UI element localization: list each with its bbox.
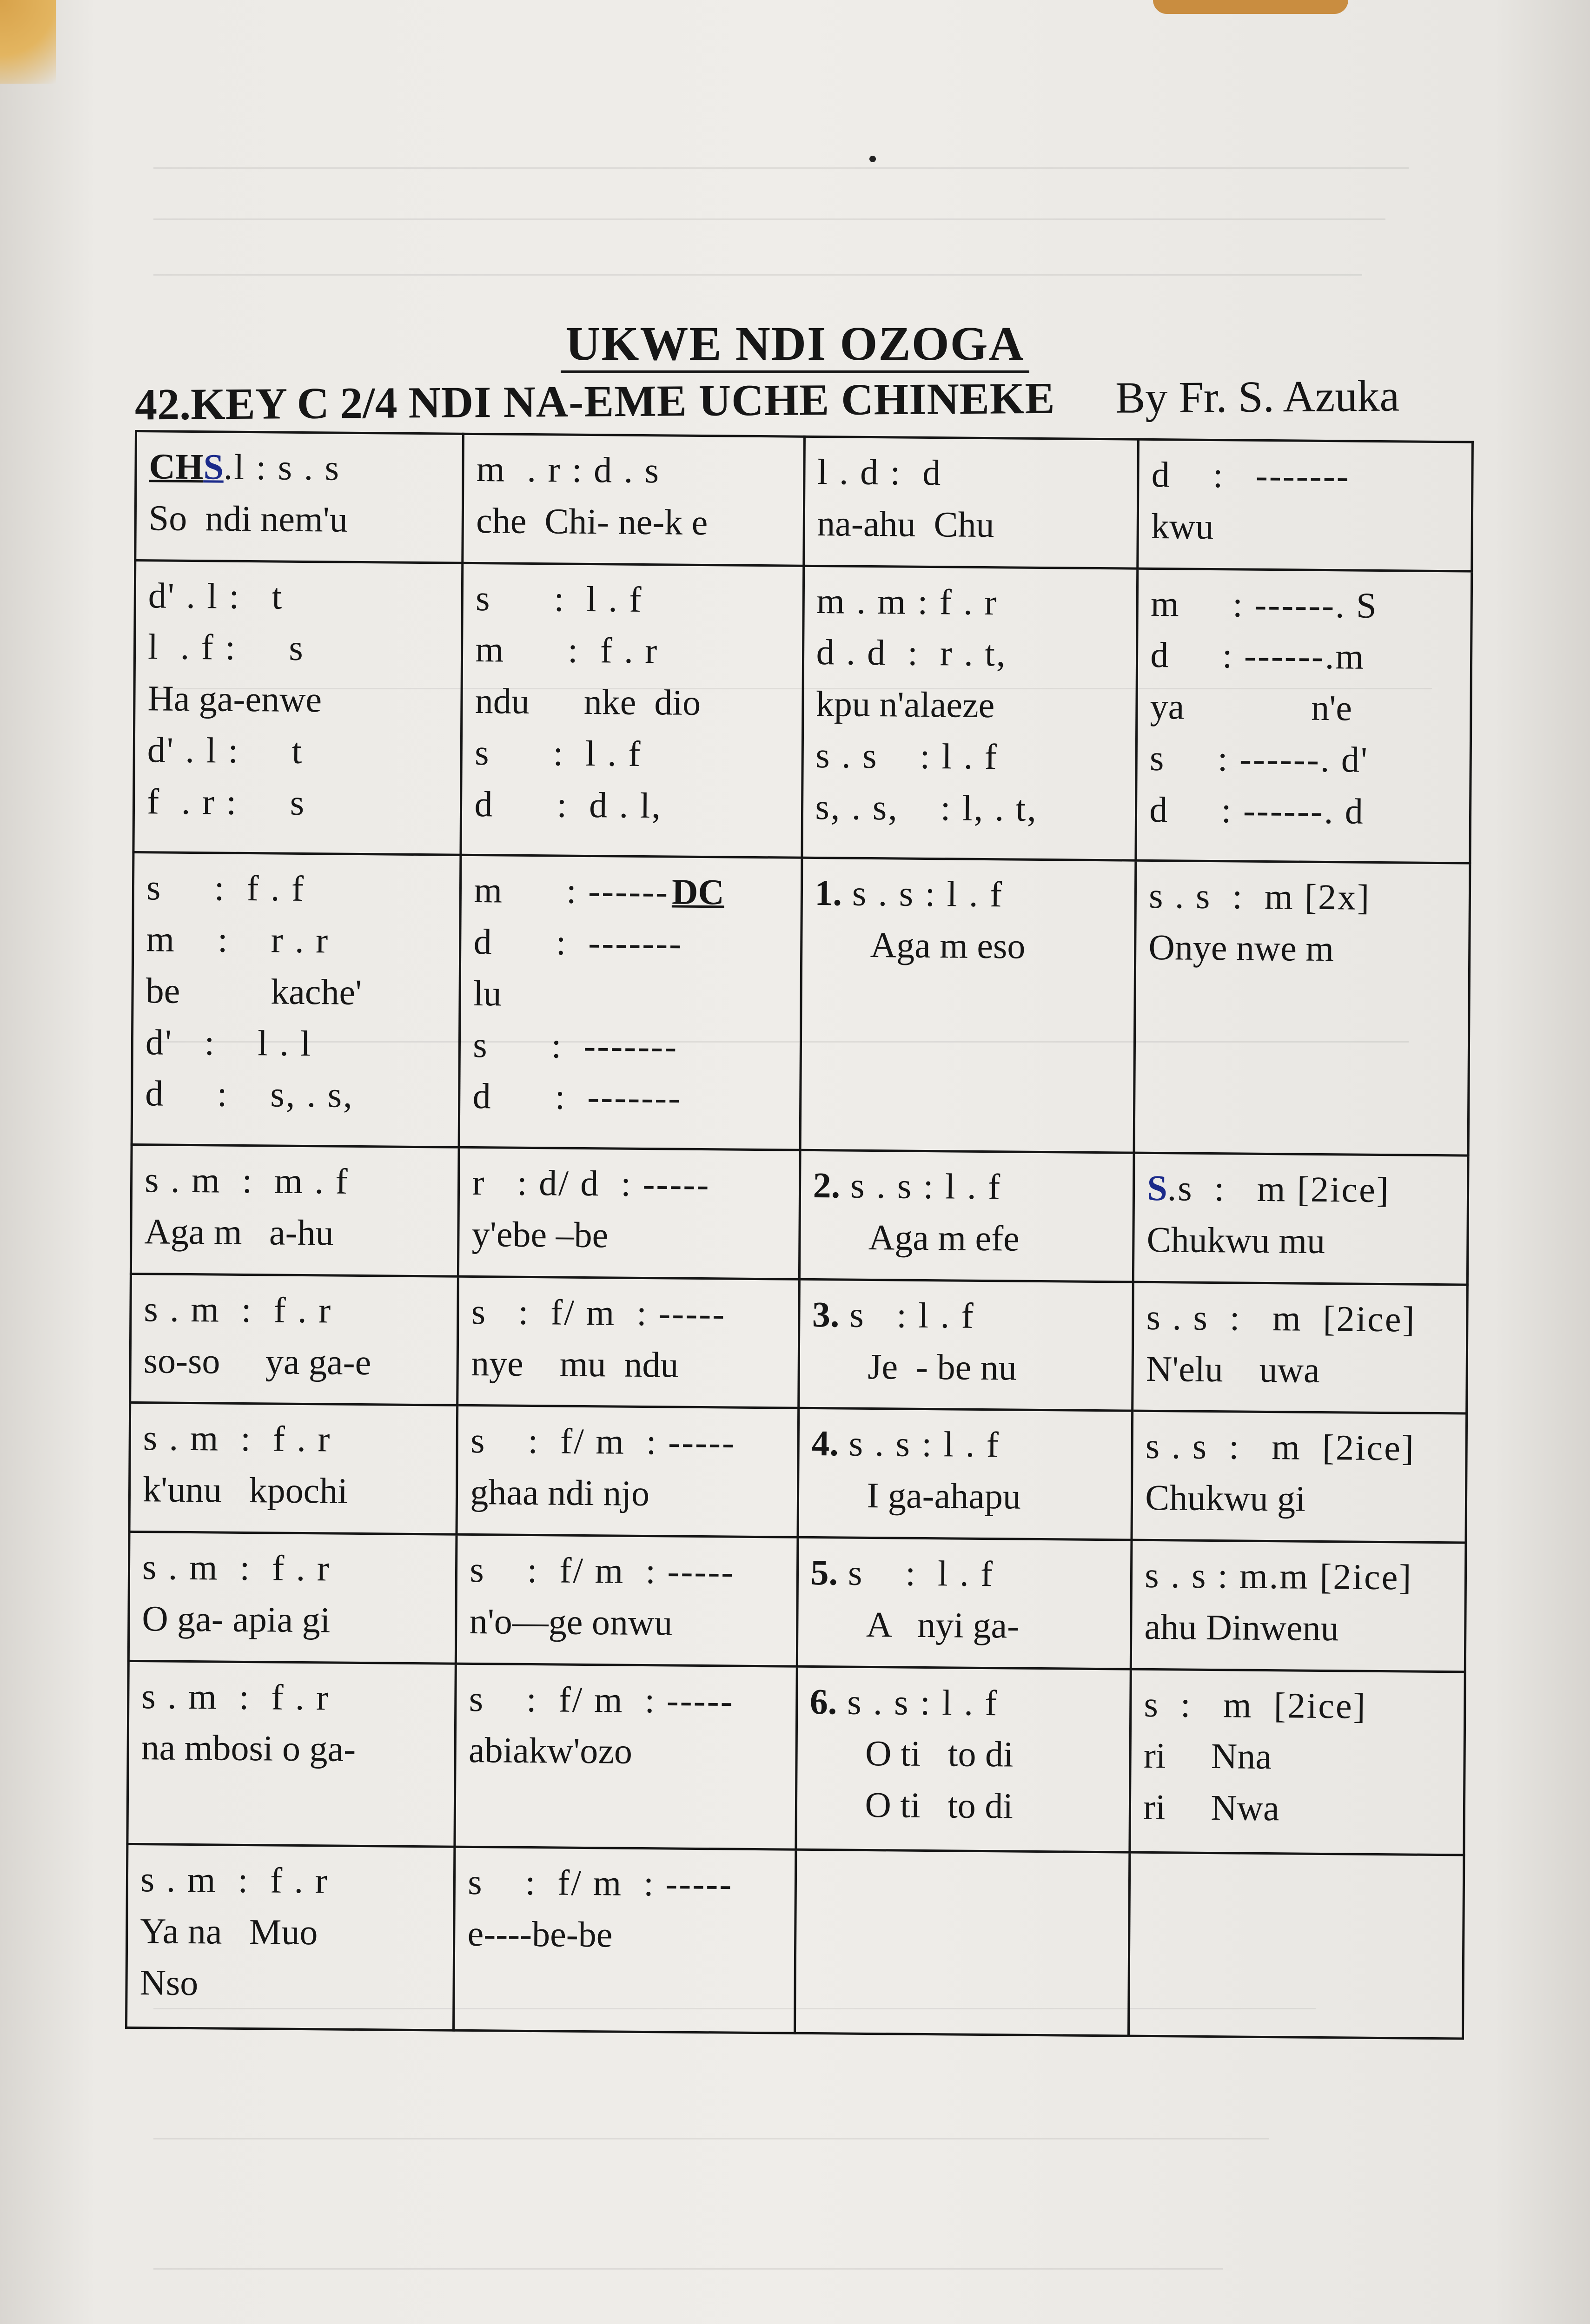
solfa-notes: s : f/ m : ----- [470,1420,736,1463]
solfa-notes: s : m [2ice] [1144,1684,1367,1726]
solfa-notes: d : ------- [473,921,683,964]
verse-line [815,867,1122,921]
lyrics-line: Nso [139,1961,199,2003]
lyrics-line: k'unu kpochi [142,1469,348,1512]
solfa-cell [135,431,464,563]
verse-number: 5. [810,1552,838,1593]
lyrics-line: O ti to di [865,1784,1014,1826]
solfa-cell [1133,1282,1467,1413]
solfa-cell [1134,861,1470,1156]
verse-line [809,1676,1117,1730]
song-author: By Fr. S. Azuka [1115,370,1400,423]
solfa-notes: d : ------- [1151,454,1350,496]
solfa-notes: s : l . f [474,732,642,774]
solfa-notes: s . s : m [2ice] [1145,1426,1416,1469]
solfa-notes: s : ------- [473,1024,678,1067]
page-tab [1153,0,1348,14]
lyrics-line: ndu nke dio [475,680,701,723]
lyrics-line: na mbosi o ga- [141,1727,356,1769]
solfa-notes: s, . s, : l, . t, [815,786,1038,829]
solfa-cell [459,855,802,1150]
verse-number: 6. [809,1681,837,1722]
solfa-cell [795,1849,1130,2036]
solfa-notes: s . s : m.m [2ice] [1145,1554,1413,1598]
solfa-notes: s : l . f [848,1552,994,1594]
lyrics-line: kpu n'alaeze [815,683,995,726]
solfa-notes: s . s : m [2x] [1148,875,1371,918]
solfa-row [129,1403,1467,1543]
solfa-cell [126,1844,455,2031]
da-capo-line [474,865,788,918]
page-title [0,316,1590,371]
solfa-row [131,1145,1468,1285]
solfa-notes: s . s : l . f [815,734,999,777]
lyrics-line: I ga-ahapu [867,1475,1021,1517]
solfa-cell [457,1406,798,1538]
solfa-cell [1136,568,1472,864]
solfa-notes: s . m : f . r [144,1288,332,1331]
solfa-cell [800,858,1136,1153]
solfa-cell [130,1274,458,1405]
solfa-notes: d' . l : t [147,729,304,771]
solfa-notes: m : ------. S [1150,583,1378,626]
ink-dot [869,156,876,162]
solfa-notes: d : ------. d [1149,789,1365,832]
lyrics-line: ri Nna [1143,1735,1272,1777]
solfa-notes: s : l . f [475,577,643,620]
lyrics-line: na-ahu Chu [817,502,994,545]
solfa-notes: d : s, . s, [145,1073,354,1116]
solfa-notes: m : ------ [474,870,669,912]
lyrics-line: y'ebe –be [471,1214,609,1255]
lyrics-line: Je - be nu [867,1346,1017,1388]
solfa-cell [1138,439,1472,571]
solfa-cell [463,434,804,566]
solfa-notes: d : d . l, [474,783,662,825]
solfa-notes: l . f : s [147,626,305,668]
handwritten-correction: S [1147,1168,1168,1208]
solfa-cell [1132,1411,1466,1543]
solfa-notes: r : d/ d : ----- [472,1162,710,1205]
lyrics-line: ghaa ndi njo [470,1472,650,1514]
solfa-cell [1130,1669,1465,1855]
lyrics-line: O ga- apia gi [142,1598,331,1640]
solfa-notes: s . s : l . f [852,873,1004,915]
lyrics-line: So ndi nem'u [148,497,348,540]
solfa-cell [132,852,461,1148]
lyrics-line: ri Nwa [1143,1786,1279,1829]
lyrics-line: che Chi- ne-k e [476,500,708,542]
lyrics-line: nye mu ndu [470,1342,679,1385]
solfa-cell [798,1279,1133,1411]
solfa-notes: l . d : d [817,451,942,493]
song-heading [135,370,1400,430]
lyrics-line: Chukwu mu [1146,1219,1325,1261]
solfa-row [135,431,1473,571]
verse-number: 1. [815,872,842,913]
verse-number: 3. [812,1294,840,1335]
verse-line [810,1547,1118,1601]
lyrics-line: e----be-be [467,1913,613,1955]
solfa-cell [1129,1852,1464,2039]
solfa-notes: d' . l : t [148,574,284,617]
solfa-notes: s . m : f . r [141,1675,330,1718]
solfa-cell [803,436,1138,568]
solfa-notes: s . m : f . r [142,1546,331,1589]
solfa-cell [458,1148,800,1280]
lyrics-line: ahu Dinwenu [1144,1606,1339,1649]
solfa-cell [128,1532,457,1663]
verse-line [813,1160,1120,1214]
solfa-table-body [126,431,1473,2039]
solfa-notes: d . d : r . t, [816,632,1007,674]
solfa-notes: d : ------- [472,1076,682,1118]
bleed-through-line [153,2138,1269,2139]
lyrics-line: Chukwu gi [1145,1477,1306,1519]
solfa-row [126,1844,1464,2039]
solfa-notes: s . s : l . f [850,1165,1002,1207]
song-number-key: 42.KEY C 2/4 [134,377,398,429]
title-text: UKWE NDI OZOGA [561,317,1029,373]
verse-number: 4. [811,1423,839,1464]
solfa-cell [799,1150,1134,1282]
solfa-row [132,852,1470,1155]
solfa-table [125,430,1474,2040]
solfa-cell [455,1664,797,1850]
solfa-row [133,560,1472,863]
solfa-notes: s . m : f . r [140,1859,329,1901]
lyrics-line: A nyi ga- [866,1604,1020,1646]
solfa-notes: d : ------.m [1150,634,1365,677]
solfa-notes: m . m : f . r [816,580,998,622]
chorus-marker: CH [149,446,204,487]
solfa-cell [461,563,803,858]
lyrics-line: Aga m efe [868,1217,1020,1259]
solfa-notes: f . r : s [146,780,306,823]
lyrics-line: Aga m eso [870,924,1026,966]
verse-line [811,1418,1119,1472]
da-capo-marker: DC [671,871,724,912]
solfa-cell [456,1534,798,1666]
lyrics-line: lu [473,972,502,1014]
lyrics-line: Ha ga-enwe [147,678,322,720]
lyrics-line: kwu [1151,505,1214,547]
bleed-through-line [153,2268,1223,2270]
solfa-cell [129,1403,457,1534]
solfa-cell [1131,1540,1466,1671]
solfa-notes: s . s : m [2ice] [1146,1296,1416,1340]
solfa-row [128,1532,1466,1671]
lyrics-line: abiakw'ozo [468,1730,633,1772]
bleed-through-line [153,167,1409,169]
lyrics-line: Ya na Muo [140,1910,318,1953]
chorus-marker-handwritten: S [203,446,224,487]
solfa-cell [127,1661,456,1847]
solfa-notes: s : f/ m : ----- [471,1291,726,1334]
solfa-sheet [125,430,1474,2040]
lyrics-line: Aga m a-hu [144,1211,334,1253]
solfa-row [130,1274,1468,1413]
solfa-cell [802,566,1138,861]
lyrics-line: ya n'e [1150,686,1352,728]
solfa-notes: .s : m [2ice] [1167,1168,1391,1210]
solfa-notes: s . m : m . f [144,1159,349,1202]
solfa-notes: m : r . r [146,918,330,961]
solfa-notes: s : f/ m : ----- [469,1678,734,1721]
solfa-cell [797,1408,1132,1540]
song-title: NDI NA-EME UCHE CHINEKE [408,373,1055,428]
lyrics-line: N'elu uwa [1146,1348,1320,1390]
solfa-notes: s . s : l . f [848,1423,1000,1465]
bleed-through-line [153,274,1362,276]
verse-line [812,1289,1120,1343]
lyrics-line: Onye nwe m [1148,927,1334,969]
solfa-cell [133,560,463,855]
solfa-notes: s . m : f . r [143,1417,331,1459]
section-marker-line [149,441,450,495]
solfa-row [127,1661,1465,1855]
solfa-cell [131,1145,459,1276]
solfa-notes: d' : l . l [145,1021,312,1063]
lyrics-line: O ti to di [865,1733,1014,1775]
solfa-notes: s : f . f [146,867,305,909]
solfa-cell [795,1666,1131,1853]
bleed-through-line [153,218,1385,220]
solfa-notes: s : ------. d' [1149,737,1369,780]
lyrics-line: n'o—ge onwu [469,1600,673,1643]
solfa-notes: m : f . r [475,629,659,671]
page-stain [0,0,56,84]
verse-number: 2. [813,1165,841,1206]
solfa-notes: .l : s . s [223,446,341,488]
solfa-notes: s . s : l . f [847,1681,999,1723]
solfa-notes: m . r : d . s [476,449,661,491]
solfa-notes: s : l . f [849,1294,975,1336]
solfa-cell [454,1847,796,2033]
solfa-cell [457,1276,799,1408]
handwritten-correction-line [1147,1162,1455,1216]
solfa-cell [1133,1153,1468,1285]
lyrics-line: be kache' [146,970,362,1012]
lyrics-line: so-so ya ga-e [143,1340,371,1382]
solfa-notes: s : f/ m : ----- [468,1862,733,1904]
solfa-cell [797,1537,1132,1669]
solfa-notes: s : f/ m : ----- [470,1549,735,1592]
